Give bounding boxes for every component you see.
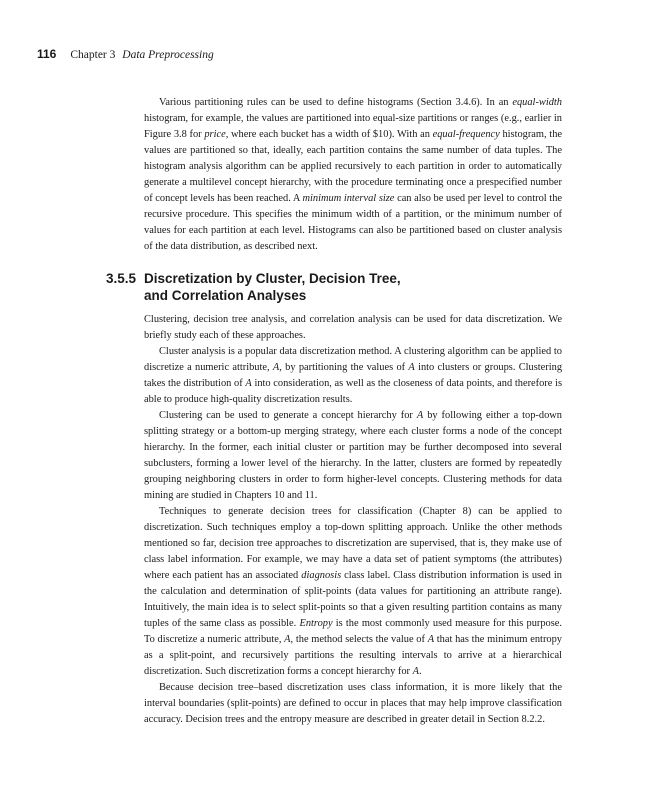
section-heading xyxy=(106,270,566,304)
paragraph-histograms: Various partitioning rules can be used to define histograms (Section 3.4.6). In an equal-width histogram, for example, the values are partitioned into equal-size partitions or ranges (e.g., earlier in Figure 3.8 for price, where each bucket has a width of $10). With an equal-frequency histogram, the values are partitioned so that, ideally, each partition contains the same number of data tuples. The histogram analysis algorithm can be applied recursively to each partition in order to automatically generate a multilevel concept hierarchy, with the procedure terminating once a prespecified number of concept levels has been reached. A minimum interval size can also be used per level to control the recursive procedure. This specifies the minimum width of a partition, or the minimum number of values for each partition at each level. Histograms can also be partitioned based on cluster analysis of the data distribution, as described next. xyxy=(144,97,563,252)
section-title-line2: and Correlation Analyses xyxy=(144,288,307,303)
intro-text-block xyxy=(144,95,562,255)
page-number: 116 xyxy=(37,47,57,61)
chapter-label: Chapter 3 xyxy=(70,49,116,61)
paragraph-overview: Clustering, decision tree analysis, and correlation analysis can be used for data discretization. We briefly study each of these approaches. xyxy=(144,314,562,341)
paragraph-decision-tree-accuracy: Because decision tree–based discretization uses class information, it is more likely that the interval boundaries (split-points) are defined to occur in places that may help improve classification accuracy. Decision trees and the entropy measure are described in greater detail in Section 8.2.2. xyxy=(144,682,562,725)
section-number: 3.5.5 xyxy=(106,271,137,286)
section-text-block xyxy=(144,312,562,728)
paragraph-cluster-analysis: Cluster analysis is a popular data discretization method. A clustering algorithm can be applied to discretize a numeric attribute, A, by partitioning the values of A into clusters or groups. Clustering takes the distribution of A into consideration, as well as the closeness of data points, and therefore is able to produce high-quality discretization results. xyxy=(144,346,563,405)
section-title-line1: Discretization by Cluster, Decision Tree, xyxy=(144,271,401,286)
paragraph-clustering-hierarchy: Clustering can be used to generate a concept hierarchy for A by following either a top-down splitting strategy or a bottom-up merging strategy, where each cluster forms a node of the concept hierarchy. In the former, each initial cluster or partition may be further decomposed into several subclusters, forming a lower level of the hierarchy. In the latter, clusters are formed by repeatedly grouping neighboring clusters in order to form higher-level concepts. Clustering methods for data mining are studied in Chapters 10 and 11. xyxy=(144,410,562,501)
chapter-title: Data Preprocessing xyxy=(122,49,214,61)
paragraph-decision-trees: Techniques to generate decision trees for classification (Chapter 8) can be applied to discretization. Such techniques employ a top-down splitting approach. Unlike the other methods mentioned so far, decision tree approaches to discretization are supervised, that is, they make use of class label information. For example, we may have a data set of patient symptoms (the attributes) where each patient has an associated diagnosis class label. Class distribution information is used in the calculation and determination of split-points (data values for partitioning an attribute range). Intuitively, the main idea is to select split-points so that a given resulting partition contains as many tuples of the same class as possible. Entropy is the most commonly used measure for this purpose. To discretize a numeric attribute, A, the method selects the value of A that has the minimum entropy as a split-point, and recursively partitions the resulting intervals to arrive at a hierarchical discretization. Such discretization forms a concept hierarchy for A. xyxy=(144,506,562,677)
running-header xyxy=(37,47,214,61)
